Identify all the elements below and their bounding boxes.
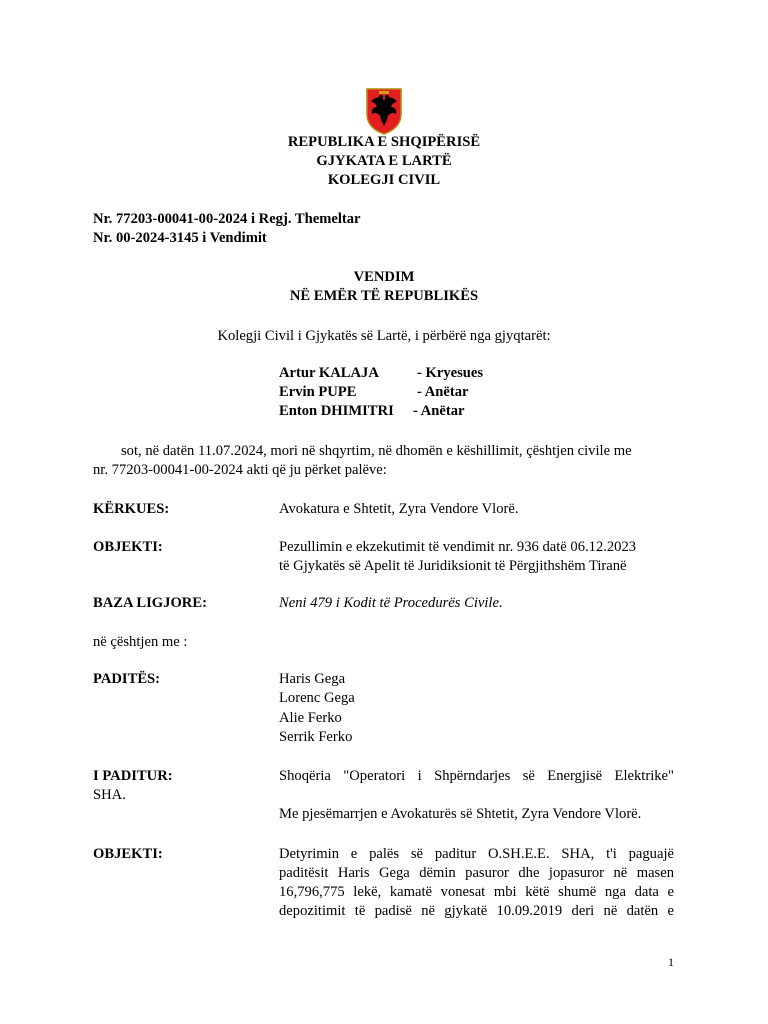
judge-role: - Kryesues	[417, 365, 484, 381]
padites-name: Serrik Ferko	[279, 729, 353, 745]
decision-title: VENDIM	[353, 269, 415, 285]
judge-name: Enton DHIMITRI	[279, 403, 394, 419]
objekti-line: 16,796,775 lekë, kamatë vonesat mbi këtë shumë nga data e	[279, 884, 674, 900]
i-paditur-line-2: SHA.	[93, 787, 126, 803]
judge-name: Ervin PUPE	[279, 384, 357, 400]
judge-role: - Anëtar	[417, 384, 469, 400]
albanian-coat-of-arms-icon	[361, 86, 407, 136]
objekti-line: paditësit Haris Gega dëmin pasuror dhe jopasuror në masen	[279, 865, 674, 881]
objekti-line: Pezullimin e ekzekutimit të vendimit nr. 936 datë 06.12.2023	[279, 539, 637, 555]
padites-name: Lorenc Gega	[279, 690, 355, 706]
objekti-line: depozitimit të padisë në gjykatë 10.09.2019 deri në datën e	[279, 903, 674, 919]
header-republic: REPUBLIKA E SHQIPËRISË	[287, 134, 481, 150]
objekti-line: të Gjykatës së Apelit të Juridiksionit të Përgjithshëm Tiranë	[279, 558, 627, 574]
objekti-line: Detyrimin e palës së paditur O.SH.E.E. SHA, t'i paguajë	[279, 846, 674, 862]
session-line-2: nr. 77203-00041-00-2024 akti që ju përket palëve:	[93, 462, 387, 478]
participation-text: Me pjesëmarrjen e Avokaturës së Shtetit, Zyra Vendore Vlorë.	[279, 806, 642, 822]
decision-number: Nr. 00-2024-3145 i Vendimit	[93, 230, 267, 246]
i-paditur-line-1: Shoqëria "Operatori i Shpërndarjes së Energjisë Elektrike"	[279, 768, 674, 784]
header-court: GJYKATA E LARTË	[316, 153, 452, 169]
judge-role: - Anëtar	[413, 403, 465, 419]
kerkues-value: Avokatura e Shtetit, Zyra Vendore Vlorë.	[279, 501, 519, 517]
session-line-1: sot, në datën 11.07.2024, mori në shqyrtim, në dhomën e këshillimit, çështjen civile me	[121, 443, 632, 459]
judge-name: Artur KALAJA	[279, 365, 379, 381]
kerkues-label: KËRKUES:	[93, 501, 170, 517]
padites-label: PADITËS:	[93, 671, 161, 687]
decision-subtitle: NË EMËR TË REPUBLIKËS	[289, 288, 479, 304]
page-number: 1	[668, 955, 674, 969]
intro-text: Kolegji Civil i Gjykatës së Lartë, i përbërë nga gjyqtarët:	[217, 328, 551, 344]
ne-ceshtjen-text: në çështjen me :	[93, 634, 188, 650]
baza-ligjore-value: Neni 479 i Kodit të Procedurës Civile.	[279, 595, 503, 611]
objekti-label: OBJEKTI:	[93, 846, 163, 862]
header-college: KOLEGJI CIVIL	[327, 172, 441, 188]
i-paditur-label: I PADITUR:	[93, 768, 173, 784]
register-number: Nr. 77203-00041-00-2024 i Regj. Themeltar	[93, 211, 361, 227]
padites-name: Alie Ferko	[279, 710, 342, 726]
baza-ligjore-label: BAZA LIGJORE:	[93, 595, 207, 611]
objekti-label: OBJEKTI:	[93, 539, 163, 555]
padites-name: Haris Gega	[279, 671, 346, 687]
